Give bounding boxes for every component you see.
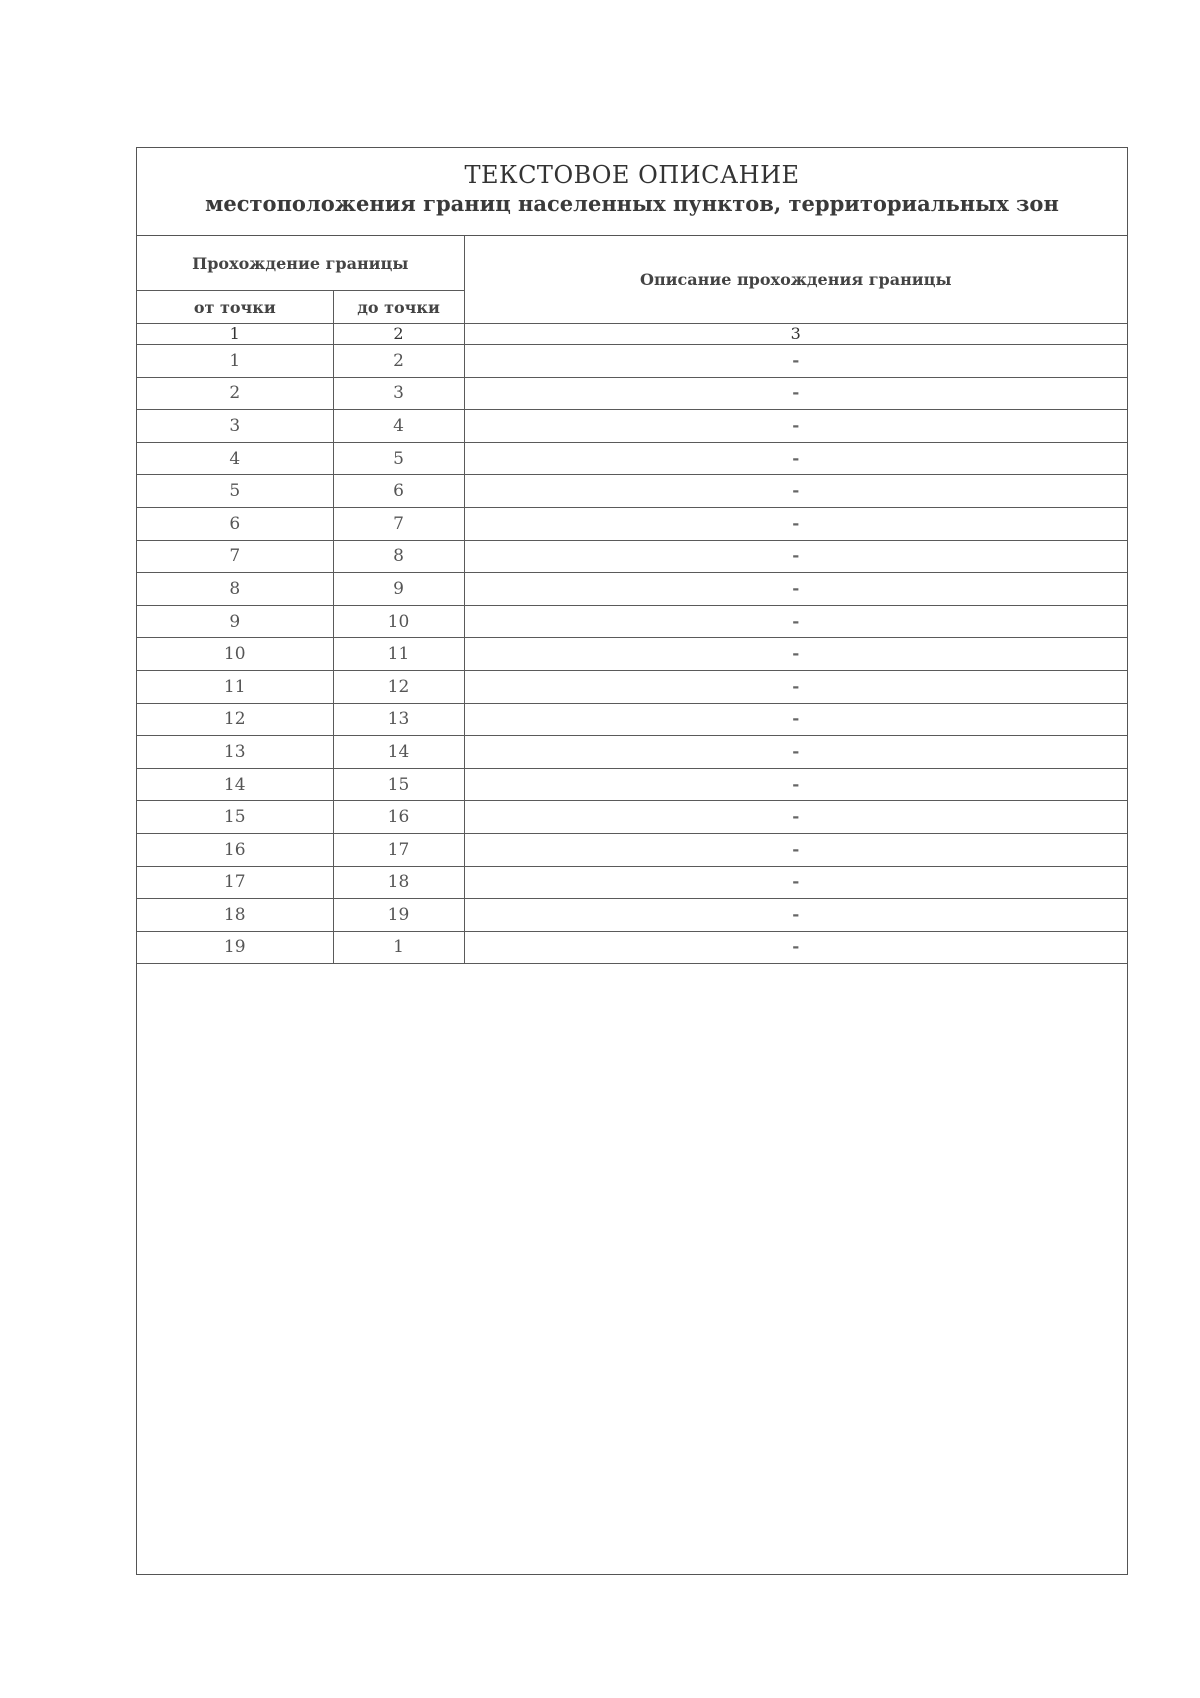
cell-description: -	[464, 833, 1127, 866]
cell-to-point: 3	[333, 377, 464, 410]
table-row	[137, 475, 1127, 508]
cell-from-point: 16	[137, 833, 333, 866]
cell-from-point: 8	[137, 573, 333, 606]
table-row	[137, 736, 1127, 769]
cell-from-point: 10	[137, 638, 333, 671]
cell-from-point: 1	[137, 345, 333, 378]
cell-from-point: 7	[137, 540, 333, 573]
table-row	[137, 833, 1127, 866]
cell-description: -	[464, 410, 1127, 443]
table-row	[137, 605, 1127, 638]
table-row	[137, 670, 1127, 703]
column-number: 3	[464, 324, 1127, 345]
cell-to-point: 18	[333, 866, 464, 899]
title-block	[137, 148, 1127, 236]
cell-from-point: 6	[137, 507, 333, 540]
cell-description: -	[464, 736, 1127, 769]
header-to-point: до точки	[333, 291, 464, 324]
cell-from-point: 2	[137, 377, 333, 410]
table-row	[137, 573, 1127, 606]
document-subtitle: местоположения границ населенных пунктов, территориальных зон	[205, 191, 1059, 216]
cell-to-point: 8	[333, 540, 464, 573]
cell-to-point: 16	[333, 801, 464, 834]
cell-to-point: 13	[333, 703, 464, 736]
cell-from-point: 9	[137, 605, 333, 638]
cell-description: -	[464, 768, 1127, 801]
cell-from-point: 19	[137, 931, 333, 964]
cell-description: -	[464, 899, 1127, 932]
cell-description: -	[464, 638, 1127, 671]
table-row	[137, 345, 1127, 378]
table-row	[137, 768, 1127, 801]
cell-from-point: 3	[137, 410, 333, 443]
cell-to-point: 7	[333, 507, 464, 540]
column-number-row	[137, 324, 1127, 345]
table-row	[137, 410, 1127, 443]
cell-to-point: 15	[333, 768, 464, 801]
document-title: ТЕКСТОВОЕ ОПИСАНИЕ	[464, 161, 800, 189]
cell-description: -	[464, 670, 1127, 703]
cell-from-point: 17	[137, 866, 333, 899]
table-row	[137, 931, 1127, 964]
table-row	[137, 899, 1127, 932]
table-row	[137, 442, 1127, 475]
cell-to-point: 14	[333, 736, 464, 769]
cell-description: -	[464, 507, 1127, 540]
cell-from-point: 13	[137, 736, 333, 769]
cell-to-point: 5	[333, 442, 464, 475]
cell-from-point: 5	[137, 475, 333, 508]
cell-description: -	[464, 931, 1127, 964]
cell-to-point: 19	[333, 899, 464, 932]
table-row	[137, 507, 1127, 540]
cell-from-point: 11	[137, 670, 333, 703]
table-row	[137, 866, 1127, 899]
cell-to-point: 9	[333, 573, 464, 606]
table-row	[137, 540, 1127, 573]
cell-to-point: 1	[333, 931, 464, 964]
table-row	[137, 638, 1127, 671]
cell-to-point: 12	[333, 670, 464, 703]
header-from-point: от точки	[137, 291, 333, 324]
document-page	[136, 147, 1128, 1575]
boundary-table	[137, 236, 1127, 964]
column-number: 1	[137, 324, 333, 345]
header-boundary-description: Описание прохождения границы	[464, 236, 1127, 324]
cell-description: -	[464, 866, 1127, 899]
cell-to-point: 2	[333, 345, 464, 378]
header-boundary-passage: Прохождение границы	[137, 236, 464, 291]
cell-from-point: 12	[137, 703, 333, 736]
cell-to-point: 6	[333, 475, 464, 508]
cell-to-point: 11	[333, 638, 464, 671]
cell-from-point: 14	[137, 768, 333, 801]
cell-from-point: 15	[137, 801, 333, 834]
cell-to-point: 10	[333, 605, 464, 638]
cell-description: -	[464, 377, 1127, 410]
cell-to-point: 17	[333, 833, 464, 866]
cell-description: -	[464, 605, 1127, 638]
cell-to-point: 4	[333, 410, 464, 443]
cell-description: -	[464, 573, 1127, 606]
cell-from-point: 4	[137, 442, 333, 475]
table-row	[137, 377, 1127, 410]
cell-description: -	[464, 540, 1127, 573]
cell-description: -	[464, 442, 1127, 475]
column-number: 2	[333, 324, 464, 345]
table-row	[137, 801, 1127, 834]
cell-from-point: 18	[137, 899, 333, 932]
table-row	[137, 703, 1127, 736]
cell-description: -	[464, 703, 1127, 736]
table-body	[137, 345, 1127, 964]
cell-description: -	[464, 345, 1127, 378]
cell-description: -	[464, 801, 1127, 834]
cell-description: -	[464, 475, 1127, 508]
